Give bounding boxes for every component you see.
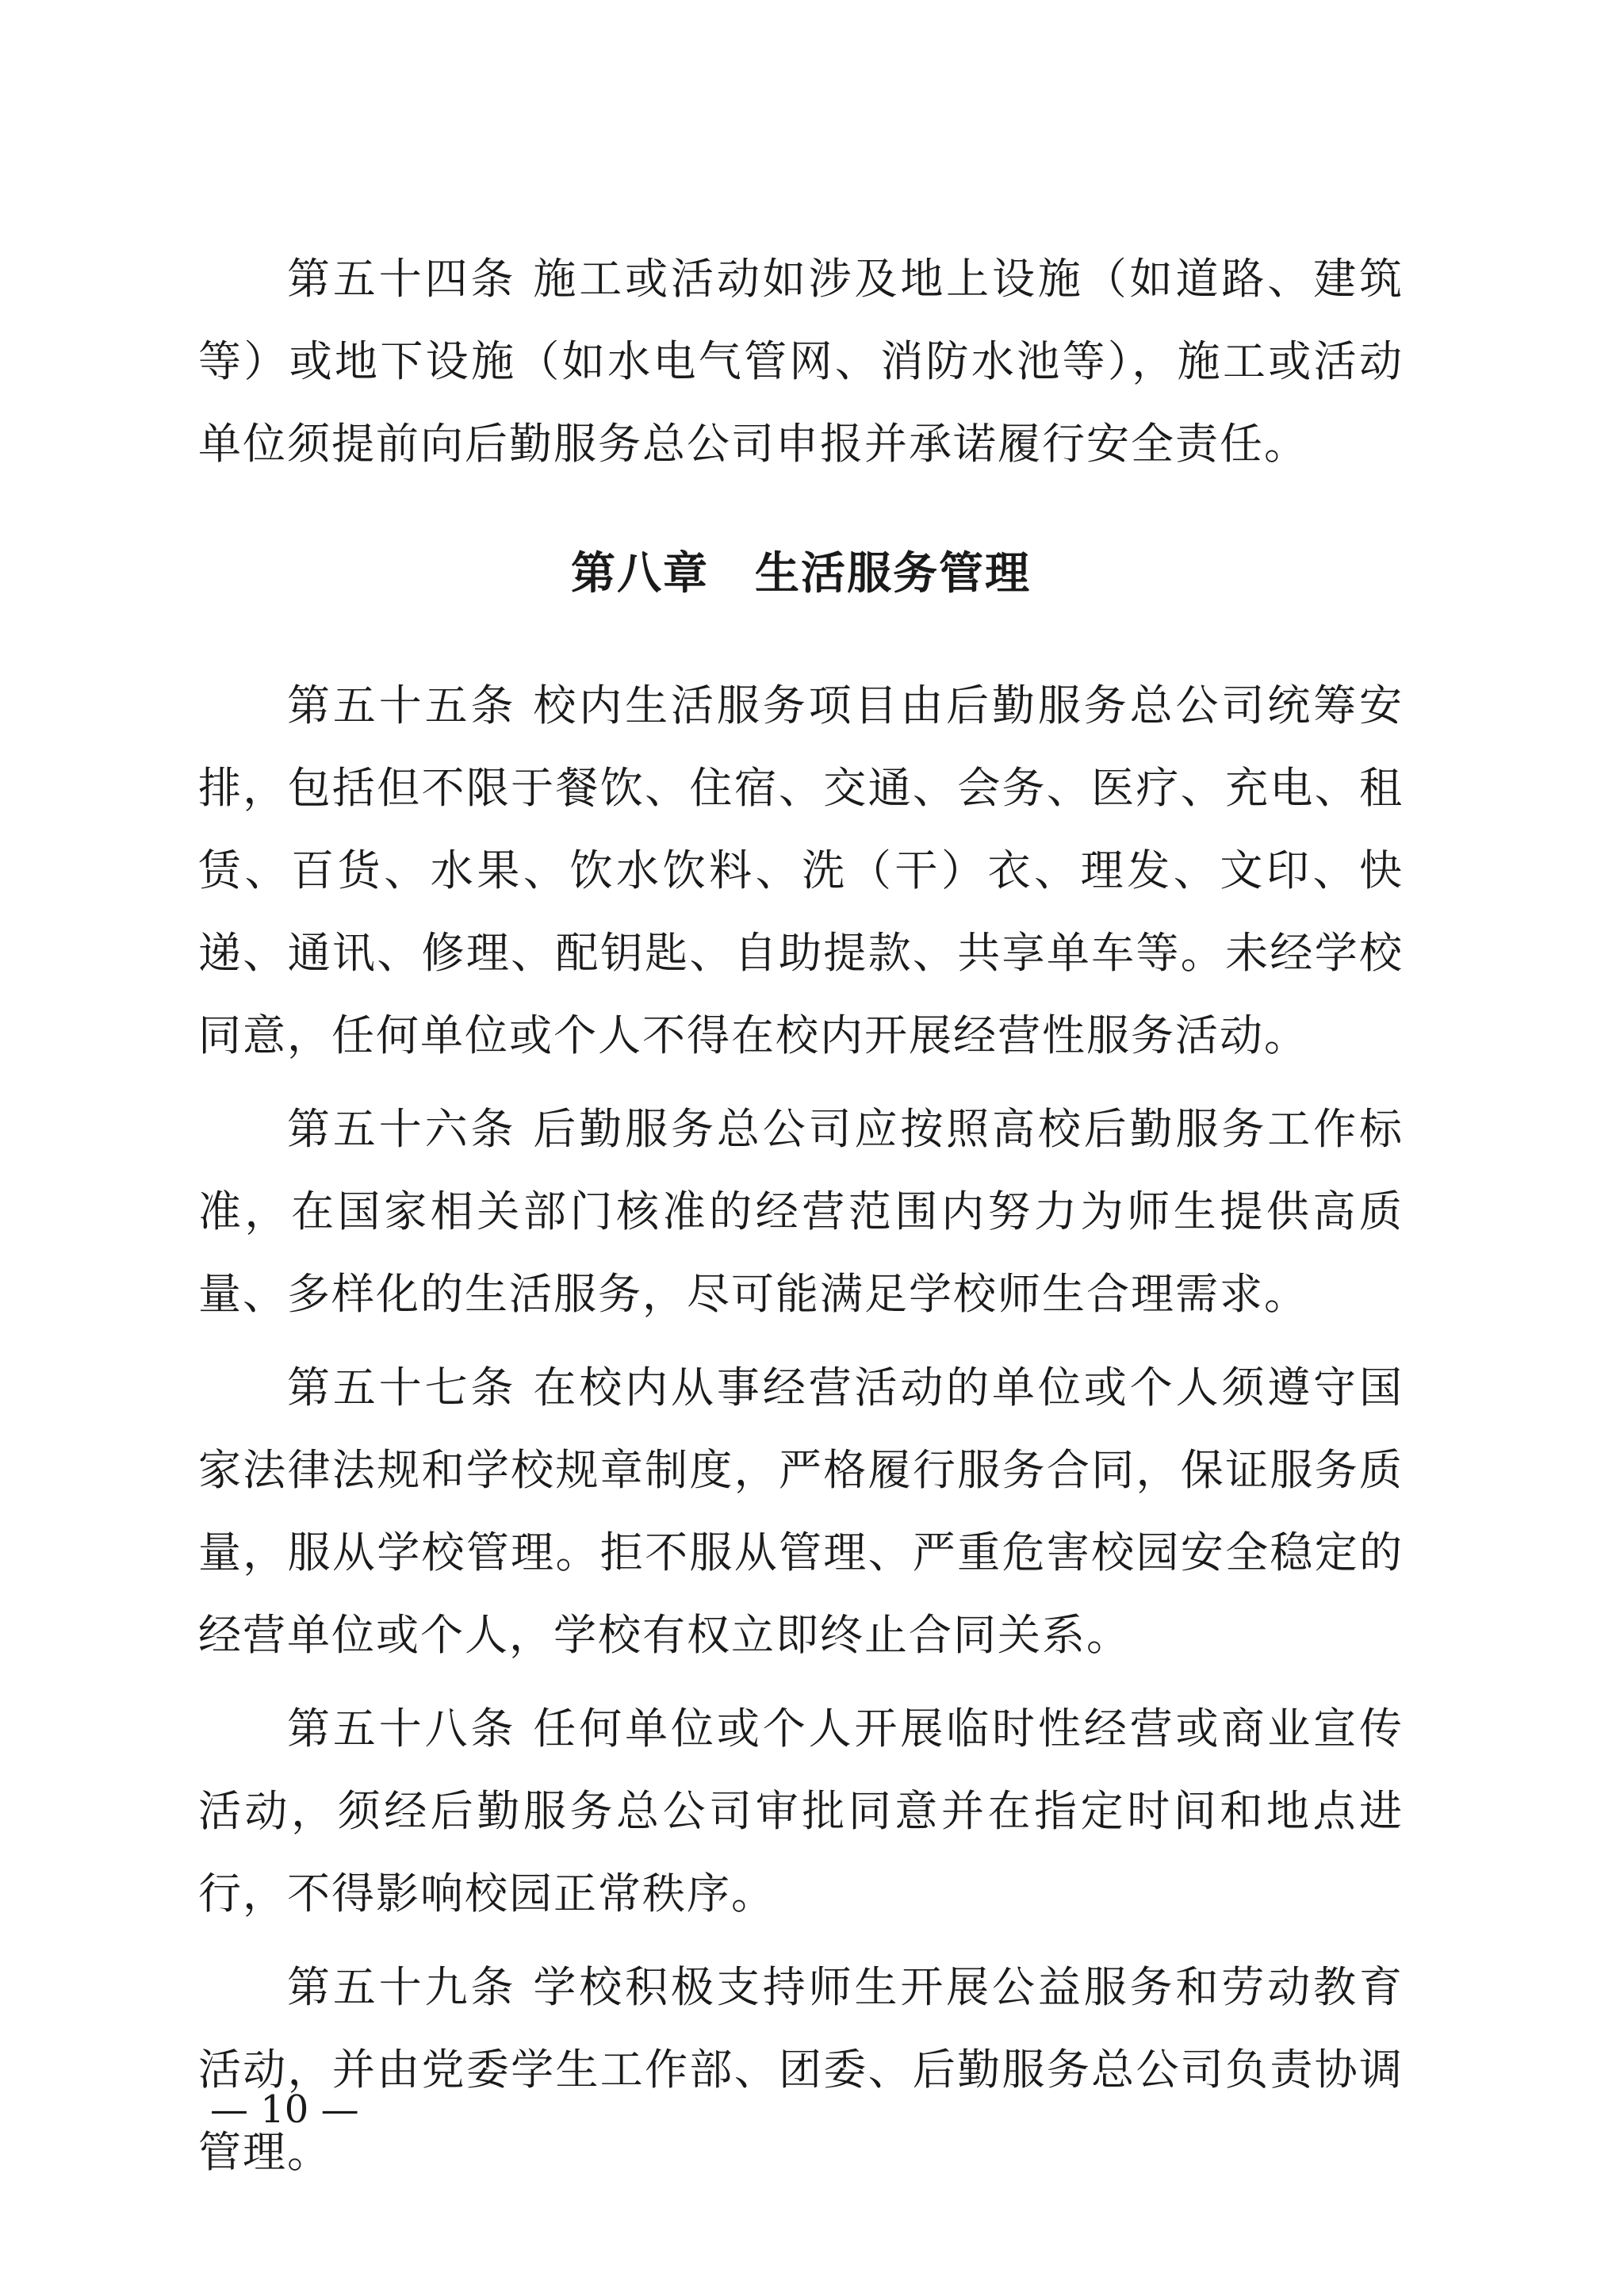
- article-58: 第五十八条 任何单位或个人开展临时性经营或商业宣传活动，须经后勤服务总公司审批同意并在指定时间和地点进行，不得影响校园正常秩序。: [198, 1704, 1404, 1918]
- article-54: 第五十四条 施工或活动如涉及地上设施（如道路、建筑等）或地下设施（如水电气管网、消防水池等），施工或活动单位须提前向后勤服务总公司申报并承诺履行安全责任。: [198, 254, 1404, 469]
- article-56: 第五十六条 后勤服务总公司应按照高校后勤服务工作标准，在国家相关部门核准的经营范围内努力为师生提供高质量、多样化的生活服务，尽可能满足学校师生合理需求。: [198, 1104, 1404, 1319]
- article-59: 第五十九条 学校积极支持师生开展公益服务和劳动教育活动，并由党委学生工作部、团委、后勤服务总公司负责协调管理。: [198, 1962, 1404, 2177]
- article-57: 第五十七条 在校内从事经营活动的单位或个人须遵守国家法律法规和学校规章制度，严格履行服务合同，保证服务质量，服从学校管理。拒不服从管理、严重危害校园安全稳定的经营单位或个人，学校有权立即终止合同关系。: [198, 1363, 1404, 1660]
- page-number: — 10 —: [210, 2087, 359, 2132]
- chapter-8-title: 第八章 生活服务管理: [571, 548, 1031, 600]
- article-55: 第五十五条 校内生活服务项目由后勤服务总公司统筹安排，包括但不限于餐饮、住宿、交通、会务、医疗、充电、租赁、百货、水果、饮水饮料、洗（干）衣、理发、文印、快递、通讯、修理、配钥匙、自助提款、共享单车等。未经学校同意，任何单位或个人不得在校内开展经营性服务活动。: [198, 680, 1404, 1060]
- document-body: [198, 238, 1404, 2194]
